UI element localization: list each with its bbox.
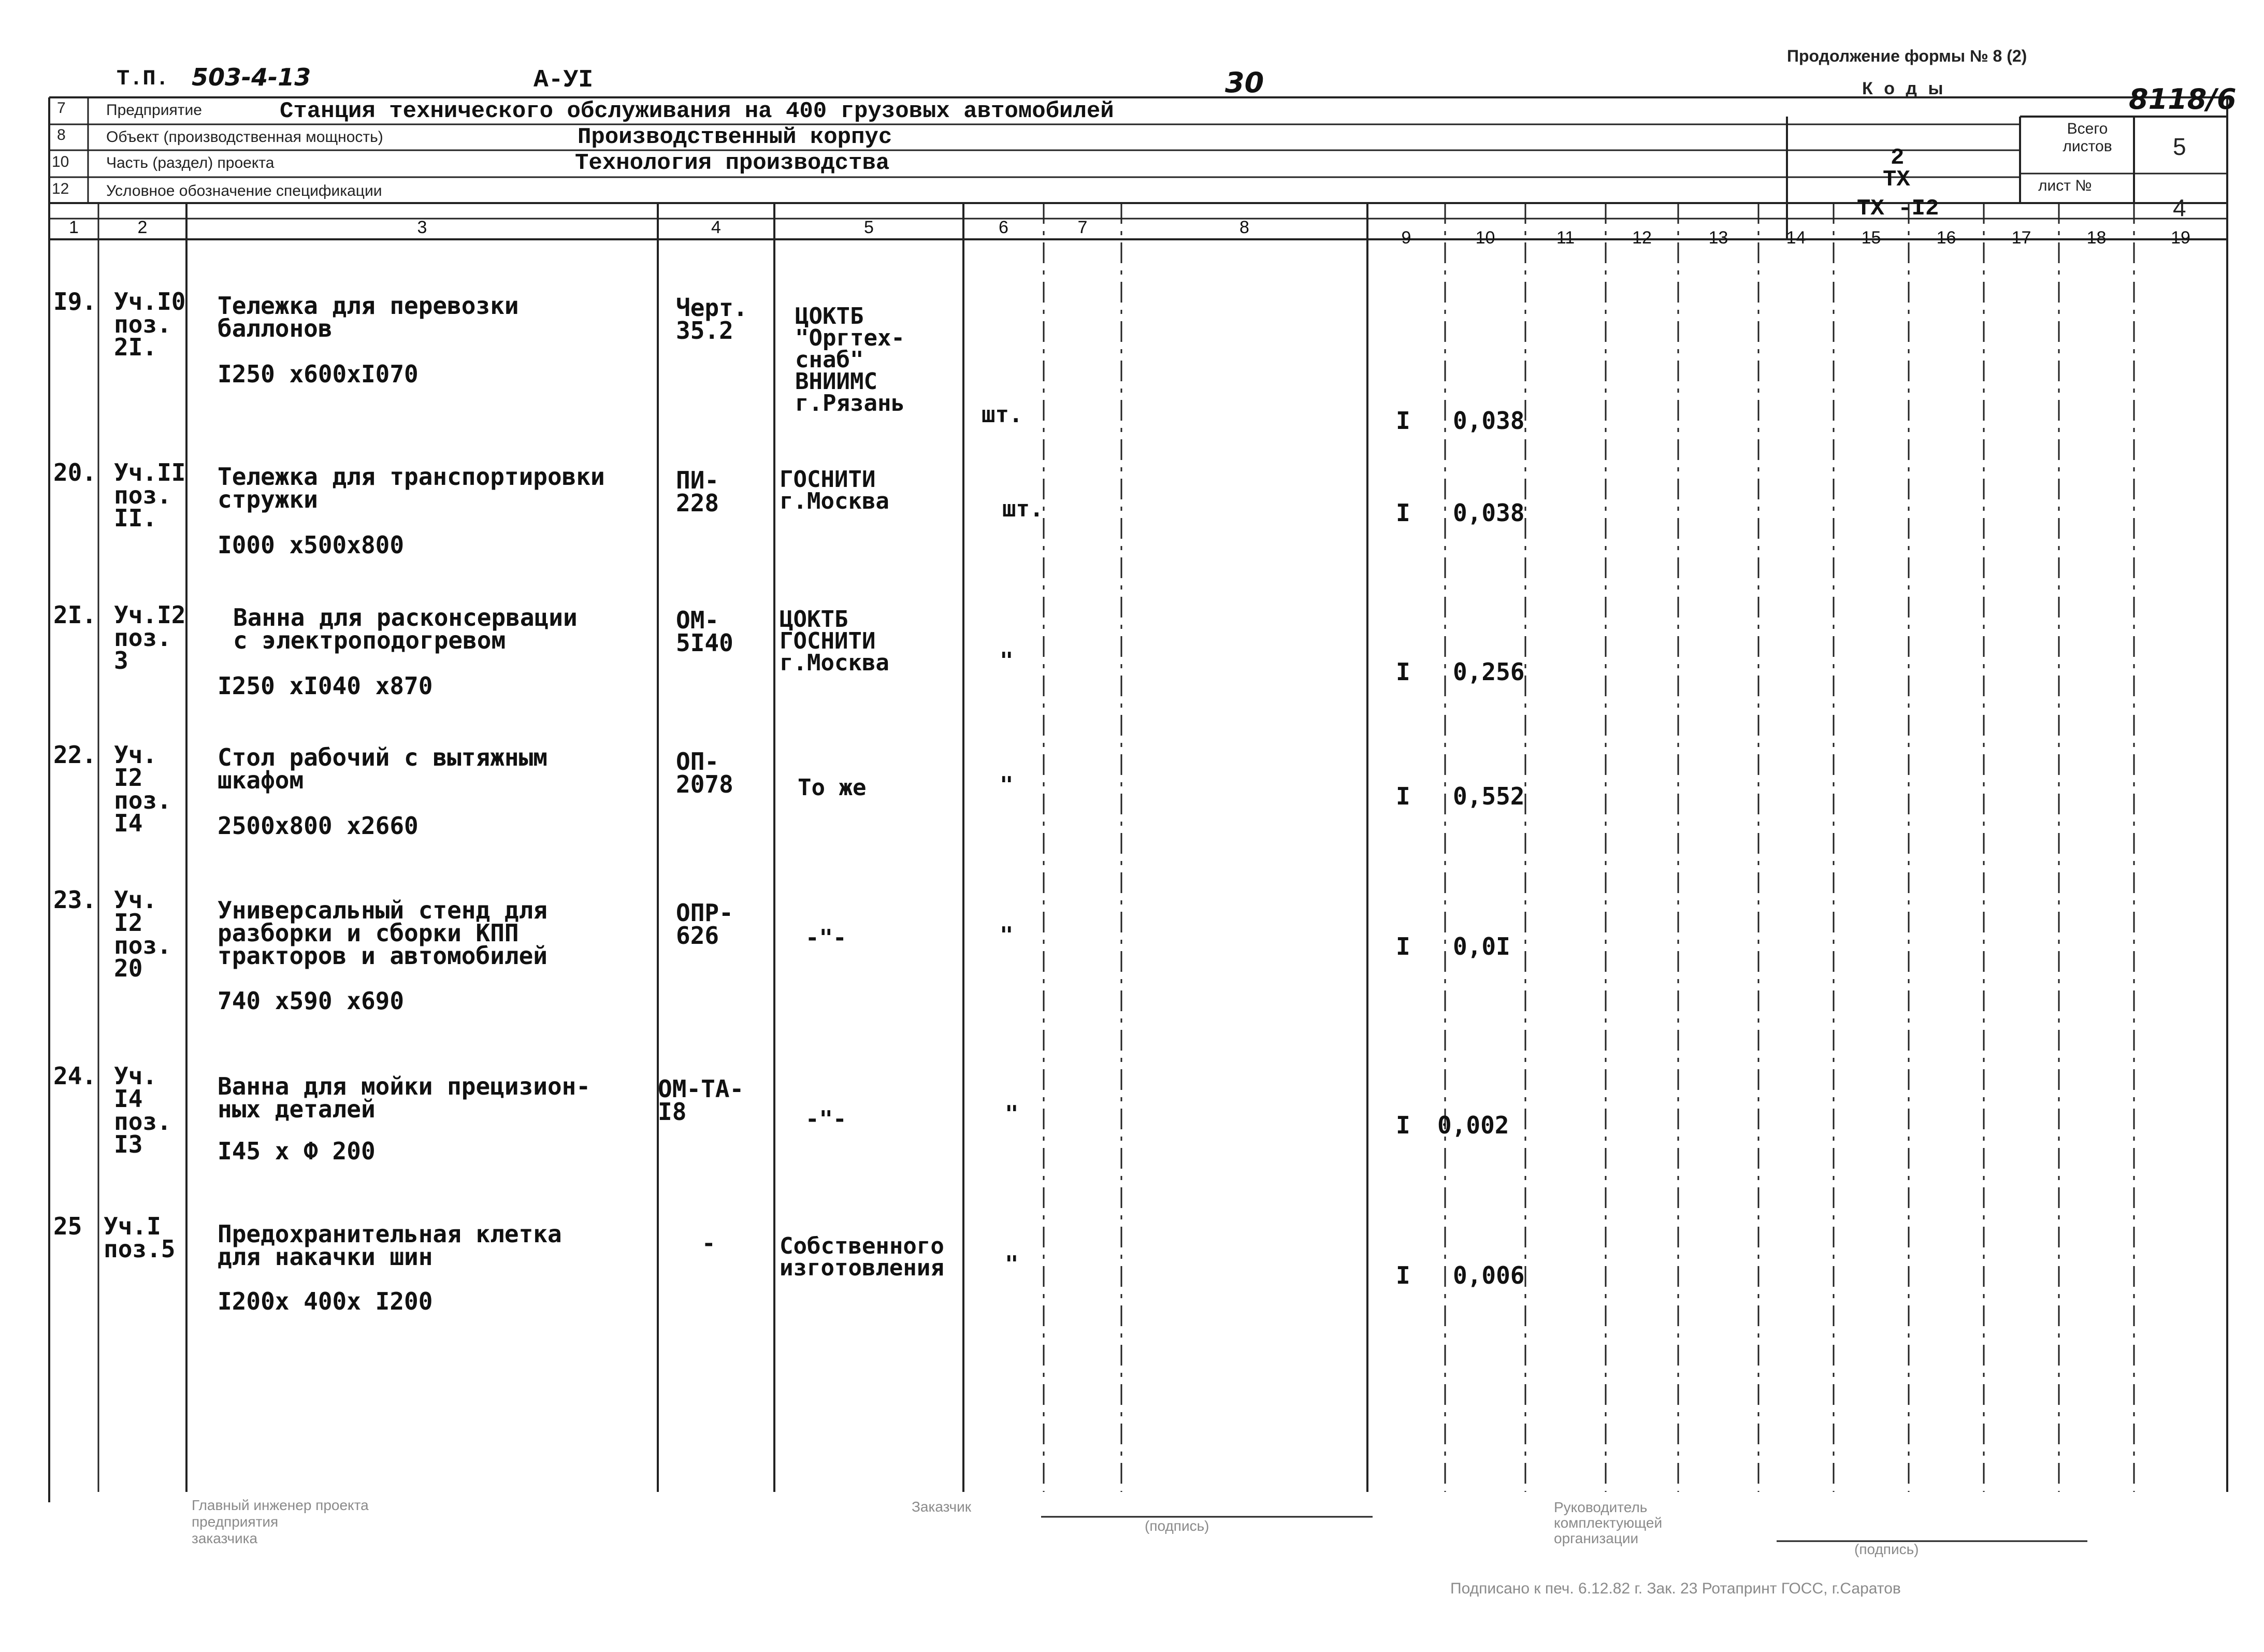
row-position: Уч.I0 поз. 2I. (114, 288, 186, 361)
column-number: 19 (2171, 228, 2190, 248)
column-number: 9 (1401, 228, 1411, 248)
row-number: 25 (53, 1212, 82, 1240)
row-name: Предохранительная клетка для накачки шин (218, 1220, 562, 1271)
total-sheets-label: Всего листов (2063, 120, 2112, 155)
archive-number: 8118/6 (2129, 83, 2237, 116)
codes-label: К о д ы (1862, 79, 1946, 98)
column-number: 18 (2086, 228, 2107, 248)
column-number: 1 (69, 218, 79, 237)
row-weight: 0,038 (1453, 407, 1525, 435)
spec-code: ТХ -I2 (1857, 196, 1939, 222)
tp-number: 503-4-13 (192, 63, 311, 91)
page-number: 30 (1225, 66, 1264, 99)
row-number: 2I. (53, 601, 97, 629)
column-number: 4 (711, 218, 721, 237)
row-dimensions: I45 х Ф 200 (218, 1137, 376, 1165)
row-quantity: I (1396, 1111, 1410, 1139)
column-number: 13 (1708, 228, 1728, 248)
row-weight: 0,256 (1453, 658, 1525, 686)
row-document: ОМ- 5I40 (676, 606, 733, 657)
column-number: 10 (1475, 228, 1495, 248)
column-number: 11 (1556, 228, 1575, 248)
contractor-signature-caption: (подпись) (1854, 1541, 1919, 1557)
row-quantity: I (1396, 658, 1410, 686)
object-value: Производственный корпус (578, 124, 892, 150)
row-unit: " (1005, 1101, 1019, 1127)
row-dimensions: I000 х500х800 (218, 531, 405, 559)
row-number: I9. (53, 288, 97, 315)
album-label: А-УI (533, 66, 594, 94)
column-number: 2 (137, 218, 148, 237)
row-unit: " (1000, 772, 1014, 798)
row-supplier: ЦОКТБ ГОСНИТИ г.Москва (780, 606, 889, 676)
enterprise-value: Станция технического обслуживания на 400 грузовых автомобилей (280, 98, 1114, 124)
title-row-code: 12 (52, 180, 69, 197)
title-row-code: 8 (57, 126, 66, 143)
section-value: Технология производства (575, 150, 890, 176)
column-number: 16 (1936, 228, 1956, 248)
row-quantity: I (1396, 932, 1410, 960)
row-position: Уч.I поз.5 (104, 1212, 176, 1263)
title-row-code: 10 (52, 153, 69, 170)
row-weight: 0,002 (1437, 1111, 1509, 1139)
title-row-label: Объект (производственная мощность) (106, 128, 383, 146)
row-quantity: I (1396, 499, 1410, 527)
row-position: Уч.I2 поз. 3 (114, 601, 186, 674)
row-weight: 0,0I (1453, 932, 1510, 960)
row-document: ПИ- 228 (676, 466, 719, 517)
column-number: 8 (1239, 218, 1249, 237)
column-number: 3 (417, 218, 427, 237)
row-weight: 0,038 (1453, 499, 1525, 527)
row-supplier: -"- (805, 1106, 847, 1132)
row-document: ОП- 2078 (676, 748, 733, 798)
row-position: Уч. I2 поз. 20 (114, 886, 171, 982)
column-number: 15 (1861, 228, 1881, 248)
row-document: - (702, 1230, 716, 1257)
column-number: 17 (2011, 228, 2031, 248)
column-number: 6 (999, 218, 1008, 237)
row-quantity: I (1396, 407, 1410, 435)
row-number: 23. (53, 886, 97, 914)
title-row-label: Предприятие (106, 102, 202, 119)
column-number: 7 (1077, 218, 1088, 237)
customer-label: Заказчик (912, 1499, 971, 1515)
row-supplier: ЦОКТБ "Оргтех- снаб" ВНИИМС г.Рязань (795, 303, 905, 416)
row-position: Уч. I4 поз. I3 (114, 1062, 171, 1158)
row-dimensions: I250 х600хI070 (218, 360, 419, 388)
title-row-code: 7 (57, 99, 66, 117)
row-weight: 0,552 (1453, 782, 1525, 810)
form-continuation: Продолжение формы № 8 (2) (1787, 47, 2027, 65)
row-supplier: То же (798, 774, 867, 801)
row-position: Уч.II поз. II. (114, 458, 186, 532)
row-name: Ванна для мойки прецизион- ных деталей (218, 1072, 591, 1123)
column-number: 5 (864, 218, 874, 237)
row-supplier: -"- (805, 925, 847, 951)
row-document: Черт. 35.2 (676, 294, 748, 344)
part-code: 2 (1891, 145, 1905, 171)
row-supplier: Собственного изготовления (780, 1233, 944, 1281)
column-number: 12 (1632, 228, 1652, 248)
row-dimensions: 2500х800 х2660 (218, 812, 419, 840)
row-name: Тележка для транспортировки стружки (218, 463, 605, 513)
sheet-no: 4 (2173, 194, 2186, 221)
column-number: 14 (1786, 228, 1806, 248)
row-unit: шт. (982, 401, 1023, 428)
row-name: Стол рабочий с вытяжным шкафом (218, 743, 547, 794)
row-number: 20. (53, 458, 97, 486)
row-position: Уч. I2 поз. I4 (114, 741, 171, 837)
sheet-label: лист № (2038, 177, 2092, 194)
print-note: Подписано к печ. 6.12.82 г. Зак. 23 Ротапринт ГОСС, г.Саратов (1450, 1580, 1901, 1597)
row-dimensions: I250 хI040 х870 (218, 672, 433, 700)
row-number: 22. (53, 741, 97, 769)
row-unit: " (1005, 1251, 1019, 1277)
row-document: ОМ-ТА- I8 (658, 1075, 744, 1126)
title-row-label: Часть (раздел) проекта (106, 154, 275, 171)
total-sheets: 5 (2173, 133, 2186, 160)
row-dimensions: 740 х590 х690 (218, 987, 405, 1015)
section-code: ТХ (1883, 167, 1910, 193)
row-name: Ванна для расконсервации с электроподогревом (233, 604, 578, 654)
row-number: 24. (53, 1062, 97, 1090)
chief-engineer-label: Главный инженер проекта предприятия заказчика (192, 1497, 369, 1546)
row-unit: шт. (1002, 496, 1044, 522)
row-supplier: ГОСНИТИ г.Москва (780, 466, 889, 514)
row-document: ОПР- 626 (676, 899, 733, 950)
row-name: Тележка для перевозки баллонов (218, 292, 519, 342)
row-unit: " (1000, 648, 1014, 674)
row-weight: 0,006 (1453, 1261, 1525, 1289)
row-unit: " (1000, 922, 1014, 949)
row-quantity: I (1396, 1261, 1410, 1289)
title-row-label: Условное обозначение спецификации (106, 182, 382, 199)
tp-label: Т.П. (117, 66, 169, 91)
row-name: Универсальный стенд для разборки и сборки КПП тракторов и автомобилей (218, 896, 547, 970)
contractor-head-label: Руководитель комплектующей организации (1554, 1499, 1663, 1546)
row-quantity: I (1396, 782, 1410, 810)
row-dimensions: I200х 400х I200 (218, 1287, 433, 1315)
signature-caption: (подпись) (1145, 1518, 1209, 1534)
